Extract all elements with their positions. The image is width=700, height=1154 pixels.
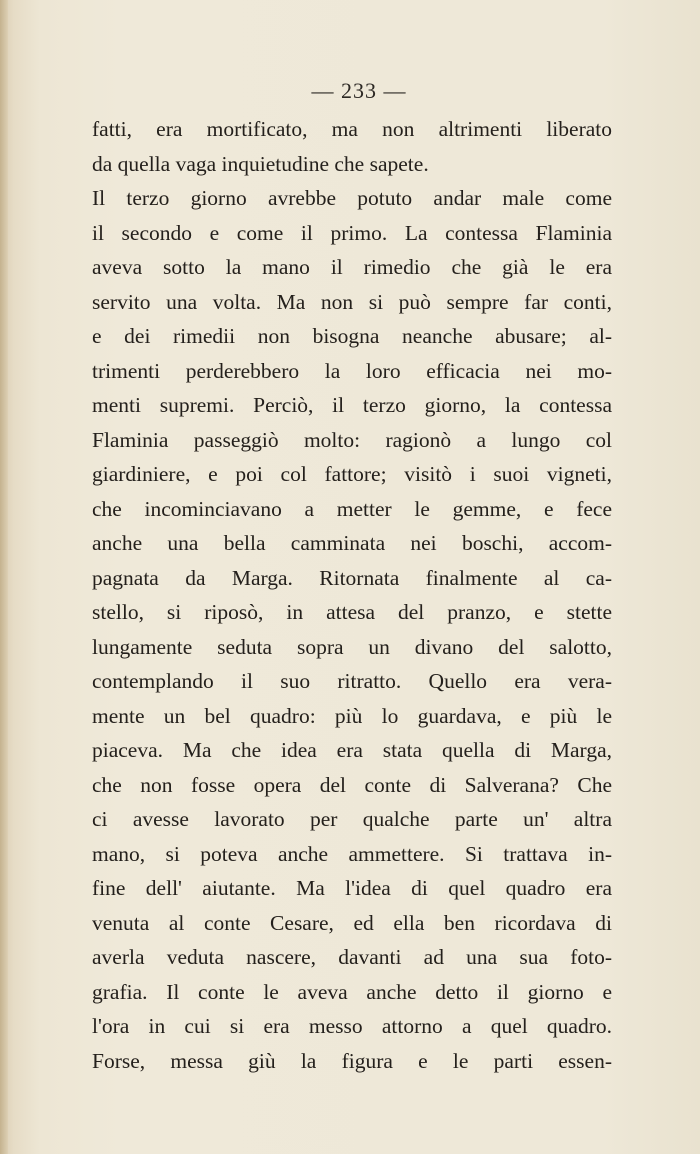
text-line: averla veduta nascere, davanti ad una sua foto- [92, 945, 612, 969]
text-line: aveva sotto la mano il rimedio che già le era [92, 255, 612, 279]
text-line: trimenti perderebbero la loro efficacia nei mo- [92, 358, 612, 383]
body-text [92, 112, 612, 1078]
page-spine-shadow [0, 0, 8, 1154]
text-line: Il terzo giorno avrebbe potuto andar male come [92, 186, 612, 210]
text-line: pagnata da Marga. Ritornata finalmente al ca- [92, 565, 612, 590]
page-number: — 233 — [311, 78, 407, 103]
text-line: l'ora in cui si era messo attorno a quel quadro. [92, 1014, 612, 1038]
text-line: da quella vaga inquietudine che sapete. [92, 151, 429, 176]
text-line: e dei rimedii non bisogna neanche abusare; al- [92, 324, 612, 348]
text-line: fatti, era mortificato, ma non altrimenti liberato [92, 117, 612, 141]
text-line: fine dell' aiutante. Ma l'idea di quel quadro era [92, 876, 612, 900]
text-line: giardiniere, e poi col fattore; visitò i suoi vigneti, [92, 462, 612, 486]
text-line: Forse, messa giù la figura e le parti essen- [92, 1048, 612, 1073]
text-line: menti supremi. Perciò, il terzo giorno, la contessa [92, 393, 612, 417]
text-line: mente un bel quadro: più lo guardava, e più le [92, 703, 612, 728]
text-line: il secondo e come il primo. La contessa Flaminia [92, 220, 612, 245]
text-line: anche una bella camminata nei boschi, accom- [92, 531, 612, 555]
text-line: che non fosse opera del conte di Salverana? Che [92, 772, 612, 797]
text-line: grafia. Il conte le aveva anche detto il giorno e [92, 979, 612, 1004]
text-line: Flaminia passeggiò molto: ragionò a lungo col [92, 427, 612, 452]
text-line: mano, si poteva anche ammettere. Si trattava in- [92, 841, 612, 866]
text-line: venuta al conte Cesare, ed ella ben ricordava di [92, 910, 612, 935]
text-line: lungamente seduta sopra un divano del salotto, [92, 634, 612, 659]
text-line: ci avesse lavorato per qualche parte un' altra [92, 807, 612, 831]
text-line: piaceva. Ma che idea era stata quella di Marga, [92, 738, 612, 762]
text-line: che incominciavano a metter le gemme, e fece [92, 496, 612, 521]
text-line: stello, si riposò, in attesa del pranzo, e stette [92, 600, 612, 624]
text-line: servito una volta. Ma non si può sempre far conti, [92, 289, 612, 314]
text-line: contemplando il suo ritratto. Quello era vera- [92, 669, 612, 693]
